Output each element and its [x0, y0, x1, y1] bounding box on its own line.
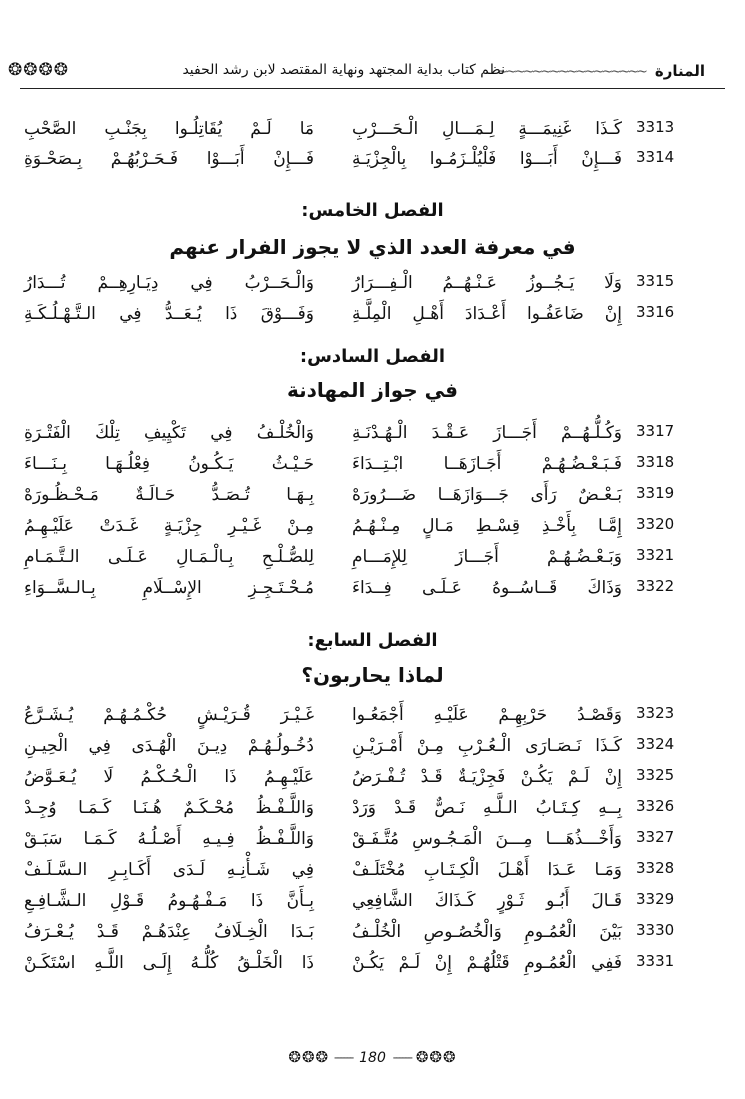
verse-second-hemistich: مِـنْ غَـيْـرِ جِزْيَـةٍ غَـدَتْ عَلَيْـهِـمُ	[24, 516, 314, 536]
page-header	[0, 58, 745, 88]
page-number: 180	[359, 1050, 386, 1066]
verse-number: 3320	[636, 515, 675, 533]
verse-second-hemistich: بَـدَا الْخِـلَافُ عِنْدَهُـمْ قَـدْ يُـعْـرَفُ	[24, 922, 314, 942]
page-footer	[0, 1048, 745, 1072]
verse-second-hemistich: بِـأَنَّ ذَا مَـفْـهُـومُ قَـوْلِ الـشَّـافِـعِ	[24, 891, 314, 911]
verse-row	[0, 449, 745, 479]
verse-first-hemistich: كَـذَا غَنِيمَـــةٍ لِـمَـــالِ الْـحَـــرْبِ	[352, 119, 622, 139]
verse-number: 3327	[636, 828, 675, 846]
verse-second-hemistich: وَاللَّـفْـظُ فِـيـهِ أَصْـلُـهُ كَـمَـا سَبَـقْ	[24, 829, 314, 849]
verse-row	[0, 731, 745, 761]
chapter-6-title: الفصل السادس:	[299, 346, 446, 367]
verse-row	[0, 299, 745, 329]
verse-row	[0, 793, 745, 823]
verse-second-hemistich: عَلَيْـهِـمُ ذَا الْـحُـكْـمُ لَا يُـعَـوَّضُ	[24, 767, 314, 787]
verse-first-hemistich: وَذَاكَ قَــاسُــوهُ عَـلَـى فِــدَاءَ	[352, 578, 622, 598]
verse-number: 3321	[636, 546, 675, 564]
verse-number: 3315	[636, 272, 675, 290]
verse-first-hemistich: قَـالَ أَبُـو ثَـوْرٍ كَـذَاكَ الشَّافِعِي	[352, 891, 622, 911]
verse-number: 3328	[636, 859, 675, 877]
verse-second-hemistich: ذَا الْخَلْـقُ كُلُّـهُ إِلَـى اللَّـهِ اسْتَكَـنْ	[24, 953, 314, 973]
verse-first-hemistich: وَكُـلُّـهُــمْ أَجَـــازَ عَـقْـدَ الْـهُـدْنَـةِ	[352, 423, 622, 443]
footer-dash-left: ------	[333, 1048, 353, 1066]
verse-first-hemistich: كَـذَا نَـصَـارَى الْـعُـرْبِ مِـنْ أَمْـرَيْـنِ	[352, 736, 622, 756]
verse-row	[0, 762, 745, 792]
header-wave-ornament: ~~~~~~~~~~~~~~~~~	[496, 64, 645, 80]
verse-first-hemistich: وَأَخْـــذُهَـــا مِـــنَ الْمَـجُـوسِ مُتَّـفَـقْ	[352, 829, 622, 849]
verse-second-hemistich: وَالْخُلْـفُ فِي تَكْيِيفِ تِلْكَ الْفَتْـرَةِ	[24, 423, 314, 443]
verse-row	[0, 917, 745, 947]
verse-number: 3322	[636, 577, 675, 595]
verse-first-hemistich: وَقَصْـدُ حَرْبِهِـمْ عَلَيْـهِ أَجْمَعُـوا	[352, 705, 622, 725]
chapter-5-title: الفصل الخامس:	[301, 200, 444, 221]
verse-number: 3331	[636, 952, 675, 970]
verse-first-hemistich: وَلَا يَـجُــوزُ عَـنْـهُــمُ الْـفِـــرَارُ	[352, 273, 622, 293]
chapter-7-subtitle: لماذا يحاربون؟	[301, 663, 444, 687]
verse-first-hemistich: إِنْ لَـمْ يَكُـنْ فَجِزْيَـةٌ قَـدْ تُـفْـرَضُ	[352, 767, 622, 787]
book-title: نظم كتاب بداية المجتهد ونهاية المقتصد لابن رشد الحفيد	[182, 62, 505, 78]
verse-second-hemistich: فَـــإِنْ أَبَـــوْا فَـحَـرْبُهُـمْ بِـصَحْـوَةِ	[24, 149, 314, 169]
verse-first-hemistich: فَـــإِنْ أَبَـــوْا فَلْيُلْـزَمُـوا بِالْجِزْيَـةِ	[352, 149, 622, 169]
verse-row	[0, 268, 745, 298]
verse-number: 3330	[636, 921, 675, 939]
chapter-7-title: الفصل السابع:	[307, 630, 438, 651]
verse-row	[0, 542, 745, 572]
verse-row	[0, 418, 745, 448]
verse-row	[0, 824, 745, 854]
verse-first-hemistich: بَـعْـضٌ رَأَى جَـــوَازَهَــا ضَـــرُورَهْ	[352, 485, 622, 505]
verse-number: 3323	[636, 704, 675, 722]
verse-first-hemistich: وَبَـعْـضُـهُـمْ أَجَـــازَ لِلإِمَـــامِ	[352, 547, 622, 567]
verse-number: 3319	[636, 484, 675, 502]
footer-dash-right: ------	[392, 1048, 412, 1066]
verse-number: 3316	[636, 303, 675, 321]
verse-number: 3314	[636, 148, 675, 166]
verse-first-hemistich: بَيْنَ الْعُمُـومِ وَالْخُصُـوصِ الْخُلْـفُ	[352, 922, 622, 942]
verse-first-hemistich: وَمَـا عَـدَا أَهْـلَ الْكِـتَـابِ مُخْتَلَـفْ	[352, 860, 622, 880]
verse-second-hemistich: مُـحْـتَـجِـزِ الإِسْــلَامِ بِـالـسَّــوَاءِ	[24, 578, 314, 598]
header-flower-ornament: ❂❂❂❂	[8, 60, 69, 80]
verse-number: 3325	[636, 766, 675, 784]
verse-number: 3313	[636, 118, 675, 136]
verse-row	[0, 948, 745, 978]
verse-second-hemistich: فِي شَـأْنِـهِ لَـدَى أَكَـابِـرِ الـسَّـلَـفْ	[24, 860, 314, 880]
verse-first-hemistich: بِــهِ كِـتَـابُ الـلَّـهِ نَـصٌّ قَـدْ وَرَدْ	[352, 798, 622, 818]
verse-number: 3324	[636, 735, 675, 753]
verse-number: 3318	[636, 453, 675, 471]
verse-second-hemistich: دُخُـولُـهُـمْ دِيـنَ الْهُـدَى فِي الْحِيـنِ	[24, 736, 314, 756]
chapter-5-subtitle: في معرفة العدد الذي لا يجوز الفرار عنهم	[169, 235, 576, 259]
verse-row	[0, 855, 745, 885]
verse-second-hemistich: وَفَـــوْقَ ذَا يُـعَــدُّ فِي الـتَّـهْـلُـكَـةِ	[24, 304, 314, 324]
verse-row	[0, 886, 745, 916]
footer-ornament-right: ❂❂❂	[415, 1048, 457, 1066]
verse-row	[0, 573, 745, 603]
verse-second-hemistich: حَـيْـثُ يَـكُـونُ فِعْلُـهَـا بِـنَـــاءَ	[24, 454, 314, 474]
verse-number: 3326	[636, 797, 675, 815]
verse-first-hemistich: إِنْ ضَاعَفُـوا أَعْـدَادَ أَهْـلِ الْمِلَّـةِ	[352, 304, 622, 324]
verse-second-hemistich: مَا لَـمْ يُقَاتِلُـوا بِجَنْـبِ الصَّحْبِ	[24, 119, 314, 139]
verse-second-hemistich: بِـهَـا تُـصَـدُّ حَـالَـةٌ مَـحْـظُـورَهْ	[24, 485, 314, 505]
verse-row	[0, 480, 745, 510]
footer-ornament-left: ❂❂❂	[288, 1048, 330, 1066]
verse-first-hemistich: فَفِي الْعُمُـومِ قَتْلُهُـمْ إِنْ لَـمْ يَكُـنْ	[352, 953, 622, 973]
verse-number: 3317	[636, 422, 675, 440]
verse-row	[0, 144, 745, 174]
verse-row	[0, 511, 745, 541]
verse-first-hemistich: إِمَّـا بِأَخْـذِ قِسْـطِ مَـالٍ مِـنْـهُـمُ	[352, 516, 622, 536]
verse-second-hemistich: غَـيْـرَ قُـرَيْـشٍ حُكْـمُـهُـمْ يُـشَـرَّعُ	[24, 705, 314, 725]
verse-second-hemistich: وَالْـحَــرْبُ فِي دِيَـارِهِــمْ تُـــدَارُ	[24, 273, 314, 293]
verse-second-hemistich: لِلصُّـلْـحِ بِـالْـمَـالِ عَـلَـى الـتَّـمَـامِ	[24, 547, 314, 567]
verse-row	[0, 114, 745, 144]
verse-row	[0, 700, 745, 730]
verse-number: 3329	[636, 890, 675, 908]
running-head: المنارة	[654, 62, 705, 80]
header-divider	[20, 88, 725, 89]
verse-second-hemistich: وَاللَّـفْـظُ مُحْـكَـمٌ هُـنَـا كَـمَـا وُجِـدْ	[24, 798, 314, 818]
chapter-6-subtitle: في جواز المهادنة	[287, 378, 458, 402]
verse-first-hemistich: فَـبَـعْـضُـهُـمْ أَجَـازَهَــا ابْـتِــدَاءَ	[352, 454, 622, 474]
